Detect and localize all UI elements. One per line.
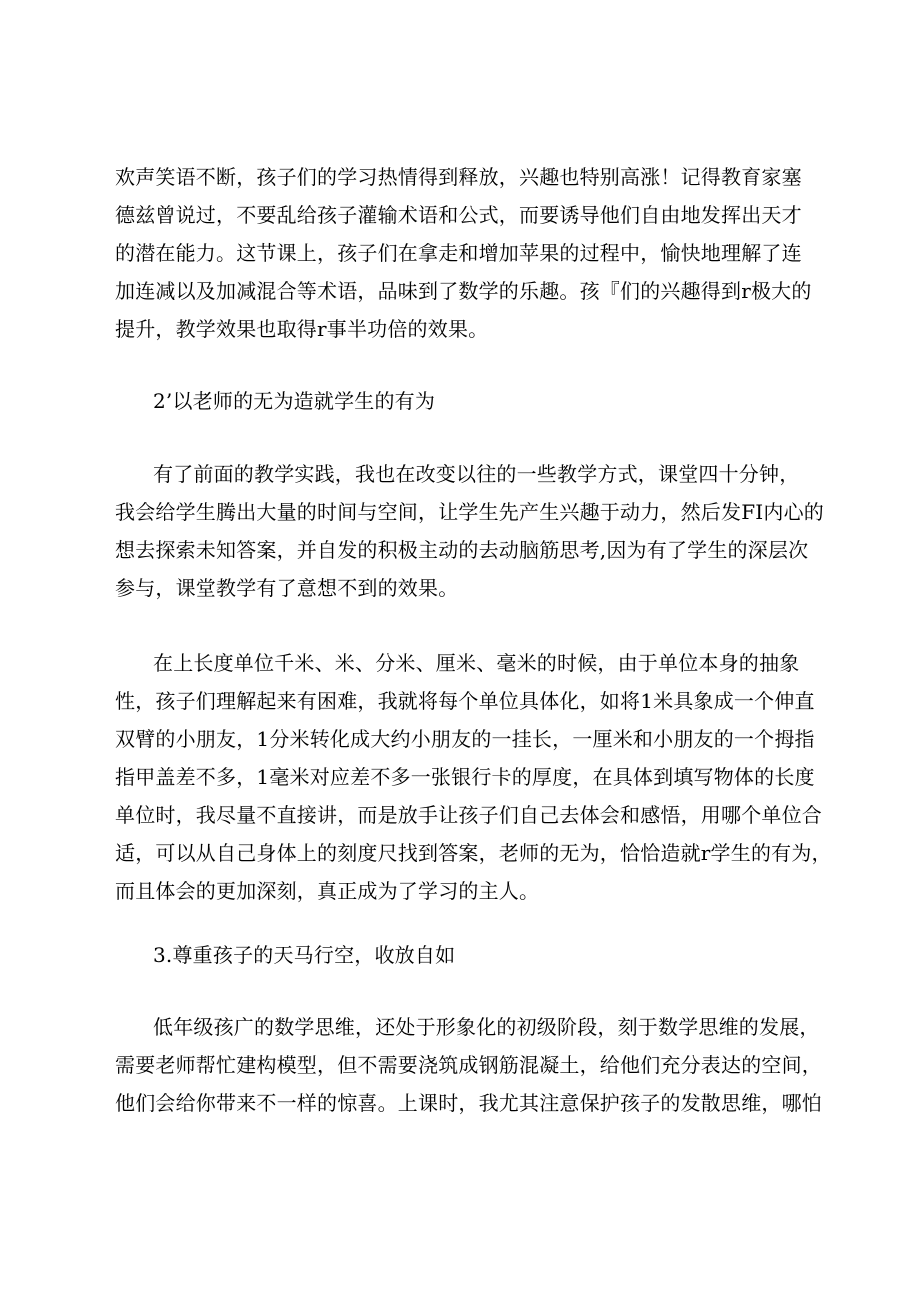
paragraph-line: 我会给学生腾出大量的时间与空间，让学生先产生兴趣于动力，然后发FI内心的 <box>115 500 824 524</box>
paragraph-line: 加连减以及加减混合等术语，品味到了数学的乐趣。孩『们的兴趣得到r极大的 <box>115 279 812 303</box>
paragraph-line: 而且体会的更加深刻，真正成为了学习的主人。 <box>115 879 540 903</box>
paragraph-line: 参与，课堂教学有了意想不到的效果。 <box>115 576 459 600</box>
paragraph-line: 适，可以从自己身体上的刻度尺找到答案，老师的无为，恰恰造就r学生的有为， <box>115 841 832 865</box>
paragraph-line: 需要老师帮忙建构模型，但不需要浇筑成钢筋混凝土，给他们充分表达的空间， <box>115 1053 822 1077</box>
section-heading: 2’以老师的无为造就学生的有为 <box>153 389 436 413</box>
paragraph-line: 的潜在能力。这节课上，孩子们在拿走和增加苹果的过程中，愉快地理解了连 <box>115 241 802 265</box>
paragraph-line: 性，孩子们理解起来有困难，我就将每个单位具体化，如将1米具象成一个伸直 <box>115 689 815 713</box>
paragraph-line: 德兹曾说过，不要乱给孩子灌输术语和公式，而要诱导他们自由地发挥出天才 <box>115 203 802 227</box>
paragraph-line: 有了前面的教学实践，我也在改变以往的一些教学方式，课堂四十分钟， <box>153 462 800 486</box>
paragraph-line: 指甲盖差不多，1毫米对应差不多一张银行卡的厚度，在具体到填写物体的长度 <box>115 765 815 789</box>
paragraph-line: 提升，教学效果也取得r事半功倍的效果。 <box>115 317 489 341</box>
paragraph-line: 单位时，我尽量不直接讲，而是放手让孩子们自己去体会和感悟，用哪个单位合 <box>115 803 822 827</box>
paragraph-line: 在上长度单位千米、米、分米、厘米、毫米的时候，由于单位本身的抽象 <box>153 651 800 675</box>
paragraph-line: 双臂的小朋友，1分米转化成大约小朋友的一挂长，一厘米和小朋友的一个拇指 <box>115 727 815 751</box>
paragraph-line: 欢声笑语不断，孩子们的学习热情得到释放，兴趣也特别高涨！记得教育家塞 <box>115 165 802 189</box>
paragraph-line: 想去探索未知答案，并自发的积极主动的去动脑筋思考,因为有了学生的深层次 <box>115 538 809 562</box>
paragraph-line: 他们会给你带来不一样的惊喜。上课时，我尤其注意保护孩子的发散思维，哪怕 <box>115 1091 822 1115</box>
paragraph-line: 低年级孩广的数学思维，还处于形象化的初级阶段，刻于数学思维的发展， <box>153 1015 820 1039</box>
section-heading: 3.尊重孩子的天马行空，收放自如 <box>153 943 456 967</box>
